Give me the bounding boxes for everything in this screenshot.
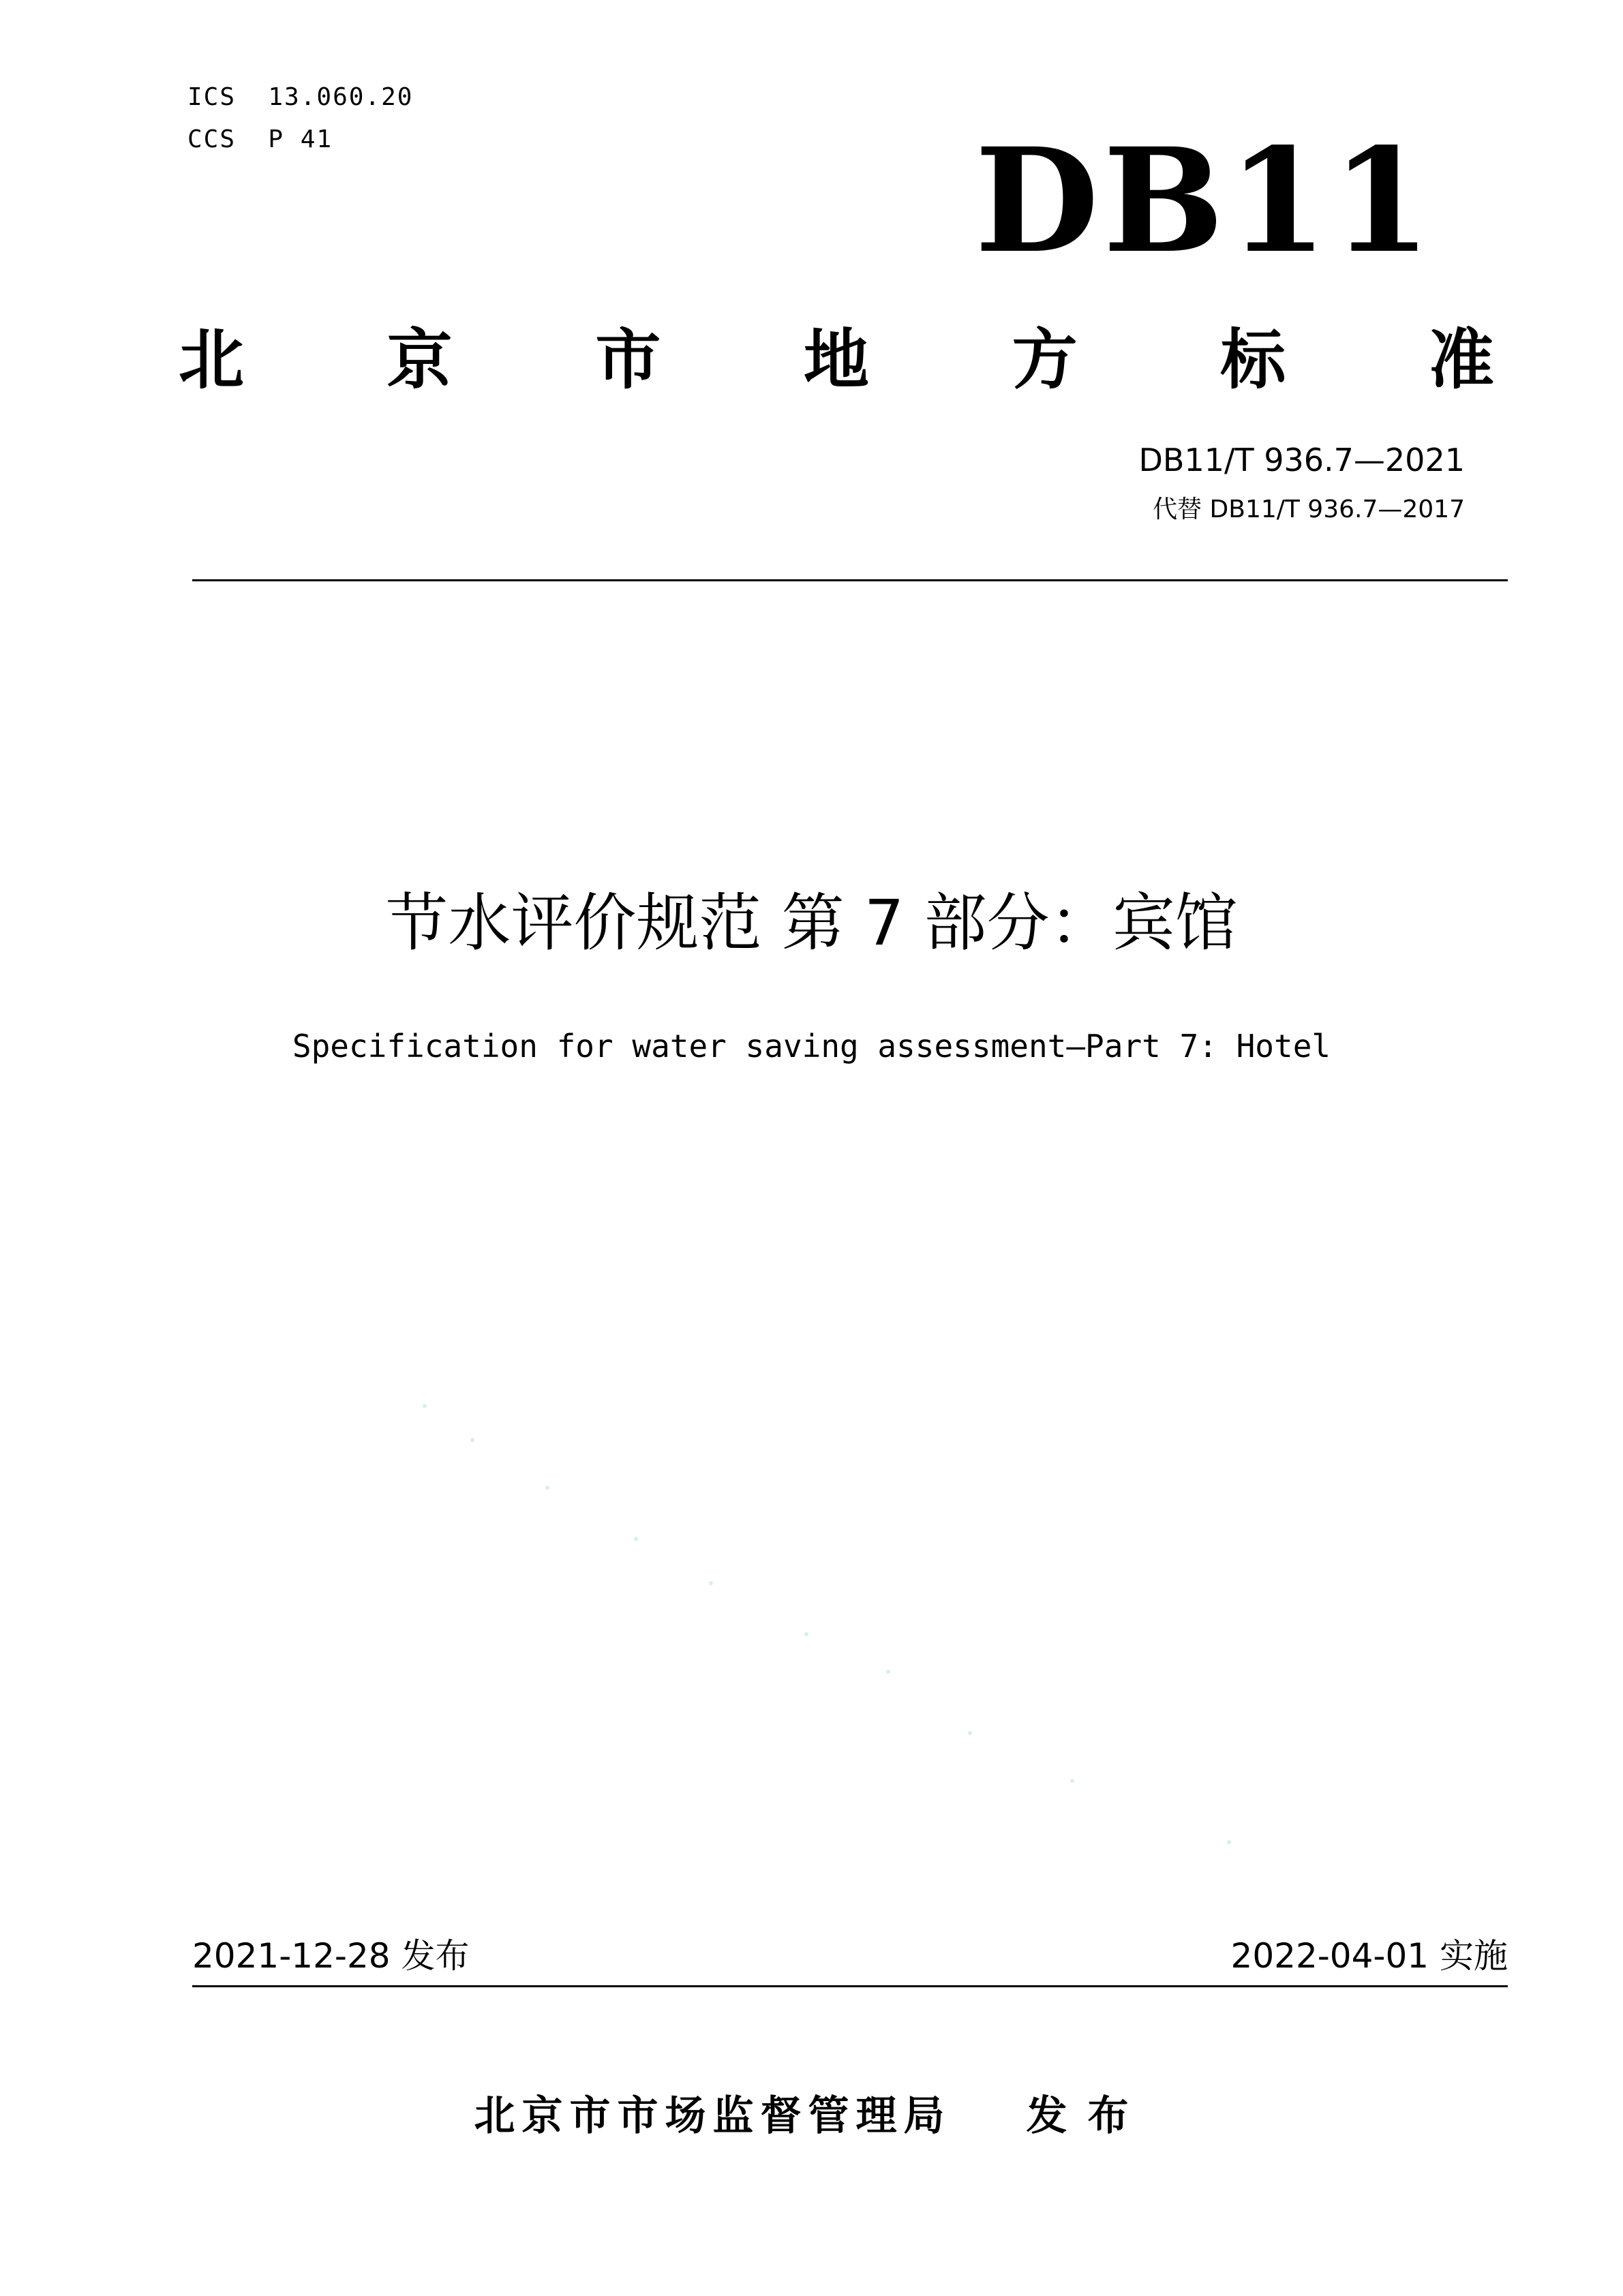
scan-speck	[545, 1486, 549, 1490]
bottom-divider	[192, 1985, 1508, 1987]
document-title-zh: 节水评价规范 第 7 部分：宾馆	[385, 887, 1238, 960]
db11-mark: DB11	[975, 117, 1436, 285]
ics-code: ICS 13.060.20	[187, 83, 414, 111]
issuer-name: 北京市市场监督管理局	[474, 2092, 952, 2140]
issue-date: 2021-12-28 发布	[192, 1936, 470, 1976]
classification-codes	[187, 76, 413, 161]
top-divider	[192, 579, 1508, 581]
heading-char: 方	[1012, 321, 1078, 398]
effective-date: 2022-04-01 实施	[1230, 1936, 1508, 1976]
scan-speck	[1227, 1840, 1231, 1844]
scan-speck	[423, 1404, 427, 1408]
document-title-en: Specification for water saving assessment—Part 7: Hotel	[292, 1028, 1331, 1065]
scan-speck	[804, 1632, 808, 1636]
scan-speck	[886, 1670, 890, 1674]
scan-speck	[1070, 1779, 1074, 1783]
standard-type-heading	[179, 313, 1494, 398]
scan-speck	[968, 1731, 972, 1735]
heading-char: 标	[1220, 321, 1286, 398]
issuer-action: 发布	[1026, 2092, 1149, 2140]
issuing-authority	[0, 2085, 1623, 2147]
scan-speck	[709, 1581, 713, 1585]
scan-speck	[634, 1537, 638, 1541]
heading-char: 地	[803, 321, 869, 398]
heading-char: 市	[595, 321, 661, 398]
heading-char: 北	[179, 321, 244, 398]
scan-speck	[470, 1438, 474, 1442]
heading-char: 准	[1428, 321, 1494, 398]
ccs-code: CCS P 41	[187, 125, 333, 153]
standard-number: DB11/T 936.7—2021	[1138, 442, 1465, 478]
replaces-standard: 代替 DB11/T 936.7—2017	[1153, 495, 1465, 523]
heading-char: 京	[386, 321, 453, 398]
